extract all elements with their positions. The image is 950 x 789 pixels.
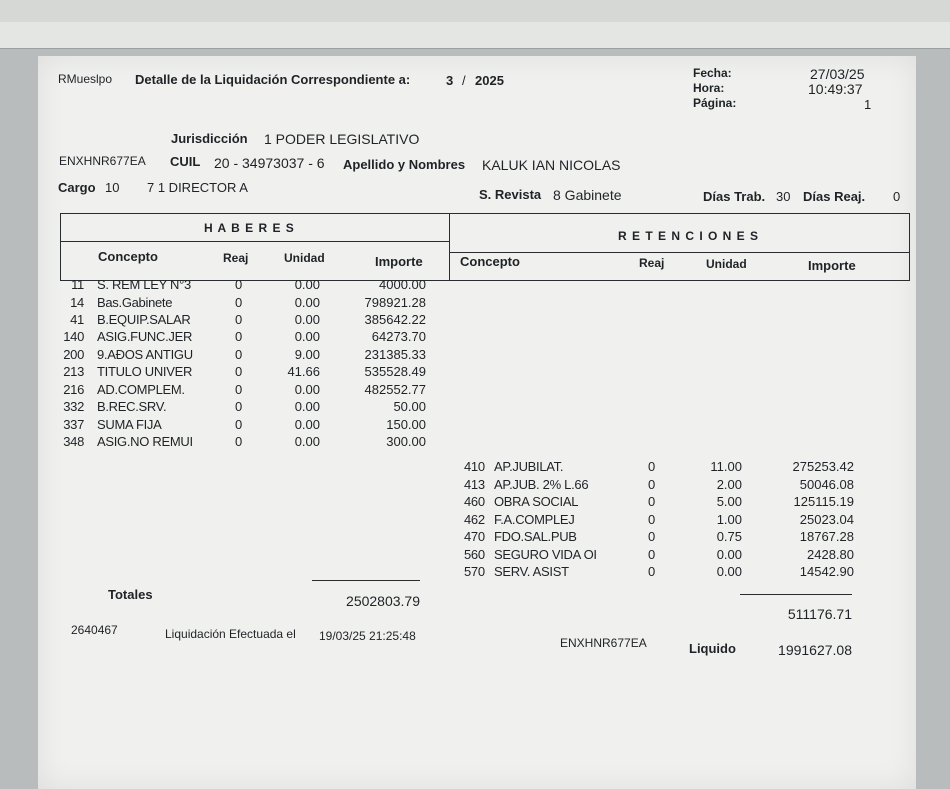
row-code: 462: [464, 512, 485, 527]
revista-label: S. Revista: [479, 187, 542, 202]
employee-code: ENXHNR677EA: [59, 154, 146, 168]
row-concepto: OBRA SOCIAL: [494, 494, 579, 509]
row-code: 14: [70, 295, 84, 310]
row-importe: 535528.49: [364, 364, 426, 379]
haberes-col-unidad: Unidad: [284, 251, 325, 265]
liquidation-id: 2640467: [71, 623, 118, 637]
row-concepto: S. REM LEY N°3: [97, 277, 191, 292]
table-row: [38, 547, 908, 564]
row-concepto: AD.COMPLEM.: [97, 382, 185, 397]
haberes-col-concepto: Concepto: [98, 249, 158, 264]
row-importe: 14542.90: [799, 564, 854, 579]
row-unidad: 5.00: [716, 494, 742, 509]
table-header-box: [60, 213, 910, 281]
row-concepto: FDO.SAL.PUB: [494, 529, 577, 544]
row-unidad: 0.00: [294, 399, 320, 414]
haberes-total-rule: [312, 580, 420, 581]
table-row: [38, 529, 908, 546]
row-reaj: 0: [648, 477, 656, 492]
row-importe: 64273.70: [371, 329, 426, 344]
row-code: 470: [464, 529, 485, 544]
apellido-label: Apellido y Nombres: [343, 157, 466, 172]
window-toolbar-strip: [0, 22, 950, 49]
row-unidad: 0.00: [716, 564, 742, 579]
row-unidad: 0.00: [294, 382, 320, 397]
retenciones-col-importe: Importe: [808, 258, 856, 273]
row-importe: 25023.04: [799, 512, 854, 527]
efectuada-date: 19/03/25 21:25:48: [319, 629, 416, 643]
period-separator: /: [462, 73, 466, 88]
row-code: 348: [63, 434, 84, 449]
row-reaj: 0: [648, 512, 656, 527]
row-concepto: ASIG.FUNC.JER: [97, 329, 193, 344]
pagina-value: 1: [864, 97, 872, 112]
program-name: RMueslpo: [58, 72, 113, 86]
row-unidad: 0.00: [716, 547, 742, 562]
apellido-value: KALUK IAN NICOLAS: [482, 157, 621, 173]
row-importe: 798921.28: [364, 295, 426, 310]
report-title: Detalle de la Liquidación Correspondiente a:: [135, 72, 411, 87]
hora-label: Hora:: [693, 81, 725, 95]
row-concepto: SUMA FIJA: [97, 417, 162, 432]
retenciones-col-unidad: Unidad: [706, 257, 747, 271]
row-code: 410: [464, 459, 485, 474]
dias-reaj-label: Días Reaj.: [803, 189, 866, 204]
table-row: [38, 347, 448, 364]
row-unidad: 41.66: [287, 364, 320, 379]
row-reaj: 0: [235, 434, 243, 449]
row-concepto: Bas.Gabinete: [97, 295, 173, 310]
haberes-col-importe: Importe: [375, 254, 423, 269]
jurisdiccion-label: Jurisdicción: [171, 131, 248, 146]
row-reaj: 0: [648, 494, 656, 509]
row-importe: 50046.08: [799, 477, 854, 492]
row-code: 413: [464, 477, 485, 492]
row-reaj: 0: [648, 564, 656, 579]
row-reaj: 0: [235, 399, 243, 414]
row-concepto: AP.JUBILAT.: [494, 459, 564, 474]
footer-user-code: ENXHNR677EA: [560, 636, 647, 650]
table-header-divider: [449, 213, 450, 280]
cargo-label: Cargo: [58, 180, 96, 195]
row-unidad: 0.00: [294, 417, 320, 432]
row-unidad: 0.00: [294, 434, 320, 449]
report-page: [38, 56, 916, 789]
revista-value: 8 Gabinete: [553, 187, 622, 203]
table-row: [38, 399, 448, 416]
table-row: [38, 364, 448, 381]
row-unidad: 0.00: [294, 277, 320, 292]
row-concepto: 9.AÐOS ANTIGU: [97, 347, 193, 362]
jurisdiccion-value: 1 PODER LEGISLATIVO: [264, 131, 420, 147]
row-unidad: 1.00: [716, 512, 742, 527]
row-unidad: 0.00: [294, 295, 320, 310]
row-code: 216: [63, 382, 84, 397]
row-reaj: 0: [235, 295, 243, 310]
cargo-description: 7 1 DIRECTOR A: [147, 180, 248, 195]
row-code: 570: [464, 564, 485, 579]
retenciones-total-rule: [740, 594, 852, 595]
row-unidad: 0.00: [294, 329, 320, 344]
pagina-label: Página:: [693, 96, 737, 110]
table-row: [38, 512, 908, 529]
retenciones-col-reaj: Reaj: [639, 256, 665, 270]
table-row: [38, 477, 908, 494]
table-row: [38, 295, 448, 312]
hora-value: 10:49:37: [808, 81, 863, 97]
row-reaj: 0: [235, 312, 243, 327]
row-importe: 2428.80: [807, 547, 854, 562]
row-code: 140: [63, 329, 84, 344]
row-unidad: 11.00: [710, 459, 742, 474]
row-concepto: ASIG.NO REMUI: [97, 434, 193, 449]
row-code: 41: [70, 312, 84, 327]
retenciones-total: 511176.71: [787, 606, 852, 622]
row-concepto: B.EQUIP.SALAR: [97, 312, 191, 327]
retenciones-col-concepto: Concepto: [460, 254, 520, 269]
row-reaj: 0: [235, 347, 243, 362]
row-unidad: 0.00: [294, 312, 320, 327]
table-row: [38, 459, 908, 476]
dias-trab-value: 30: [776, 189, 791, 204]
row-reaj: 0: [648, 547, 656, 562]
row-importe: 4000.00: [379, 277, 426, 292]
retenciones-title-rule: [450, 252, 909, 253]
window-top-bar: [0, 0, 950, 22]
row-concepto: SERV. ASIST: [494, 564, 569, 579]
cargo-number: 10: [105, 180, 120, 195]
totales-label: Totales: [108, 587, 153, 602]
retenciones-title: R E T E N C I O N E S: [618, 229, 760, 243]
row-importe: 482552.77: [364, 382, 426, 397]
row-code: 213: [63, 364, 84, 379]
cuil-label: CUIL: [170, 154, 201, 169]
table-row: [38, 329, 448, 346]
row-importe: 50.00: [393, 399, 426, 414]
row-concepto: TITULO UNIVER: [97, 364, 193, 379]
row-code: 332: [63, 399, 84, 414]
row-concepto: AP.JUB. 2% L.66: [494, 477, 589, 492]
row-importe: 150.00: [386, 417, 426, 432]
row-unidad: 2.00: [716, 477, 742, 492]
period-year: 2025: [475, 73, 504, 88]
haberes-col-reaj: Reaj: [223, 251, 249, 265]
row-unidad: 9.00: [294, 347, 320, 362]
fecha-label: Fecha:: [693, 66, 732, 80]
row-importe: 275253.42: [792, 459, 854, 474]
efectuada-label: Liquidación Efectuada el: [165, 627, 296, 641]
haberes-total: 2502803.79: [346, 593, 420, 609]
liquido-value: 1991627.08: [778, 642, 852, 658]
row-importe: 125115.19: [793, 494, 854, 509]
table-row: [38, 312, 448, 329]
row-concepto: F.A.COMPLEJ: [494, 512, 575, 527]
row-code: 560: [464, 547, 485, 562]
row-reaj: 0: [235, 364, 243, 379]
table-row: [38, 417, 448, 434]
fecha-value: 27/03/25: [810, 66, 865, 82]
row-code: 200: [63, 347, 84, 362]
row-code: 337: [63, 417, 84, 432]
row-unidad: 0.75: [716, 529, 742, 544]
row-concepto: B.REC.SRV.: [97, 399, 167, 414]
haberes-title-rule: [60, 241, 450, 242]
row-importe: 231385.33: [364, 347, 426, 362]
dias-reaj-value: 0: [893, 189, 901, 204]
row-importe: 385642.22: [364, 312, 426, 327]
liquido-label: Liquido: [689, 641, 736, 656]
cuil-value: 20 - 34973037 - 6: [214, 155, 325, 171]
row-concepto: SEGURO VIDA OI: [494, 547, 597, 562]
row-code: 11: [71, 277, 84, 292]
row-importe: 18767.28: [799, 529, 854, 544]
dias-trab-label: Días Trab.: [703, 189, 766, 204]
row-reaj: 0: [235, 417, 243, 432]
row-reaj: 0: [235, 382, 243, 397]
row-reaj: 0: [235, 277, 243, 292]
row-importe: 300.00: [386, 434, 426, 449]
row-reaj: 0: [648, 459, 656, 474]
table-row: [38, 277, 448, 294]
period-month: 3: [446, 73, 454, 88]
haberes-title: H A B E R E S: [204, 221, 295, 235]
row-reaj: 0: [235, 329, 243, 344]
row-reaj: 0: [648, 529, 656, 544]
table-row: [38, 434, 448, 451]
table-row: [38, 564, 908, 581]
table-row: [38, 494, 908, 511]
row-code: 460: [464, 494, 485, 509]
table-row: [38, 382, 448, 399]
